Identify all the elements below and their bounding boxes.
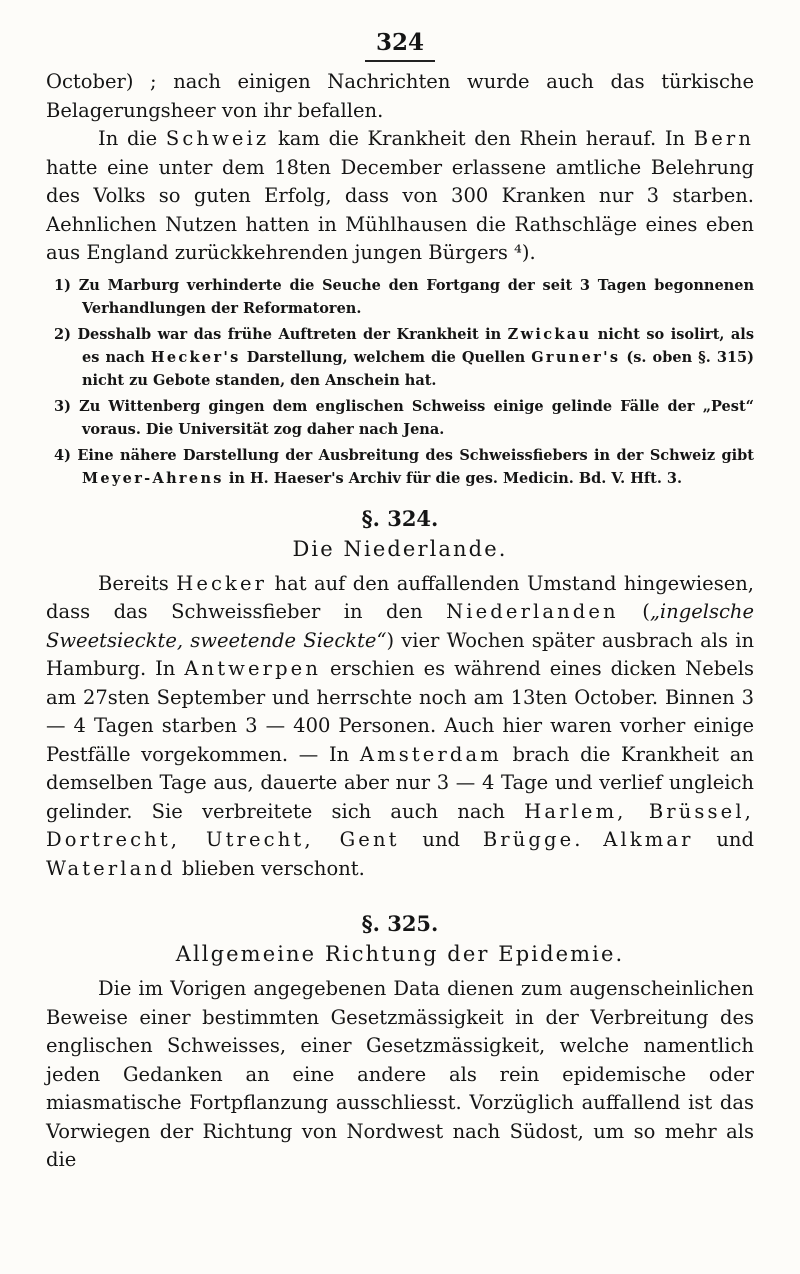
footnote-4 [46,444,754,490]
text-run: brach die Krankheit an demselben Tage aus, dauerte aber nur 3 — 4 Tage und verlief ungleich gelinder. Sie verbreitete sich auch nach [46,742,754,823]
spaced-place-name: Antwerpen [184,657,322,680]
footnote-text: nicht so isolirt, als es nach [82,325,754,366]
spaced-place-name: Waterland [46,856,176,880]
footnote-text: Desshalb war das frühe Auftreten der Krankheit in [77,325,508,343]
paragraph-text: October) ; nach einigen Nachrichten wurde auch das türkische Belagerungsheer von ihr befallen. [46,70,754,122]
footnote-marker: 2) [54,325,71,343]
footnote-3 [46,395,754,441]
italic-dutch-names: „ingelsche Sweetsieckte, sweetende Sieckte“ [46,600,754,652]
spaced-place-name: Schweiz [165,127,270,150]
section-title-epidemie: Allgemeine Richtung der Epidemie. [175,942,625,966]
spaced-author-name: Gruner's [531,348,621,366]
spaced-place-name: Amsterdam [359,742,502,766]
section-number-324: §. 324. [361,505,439,531]
spaced-author-name: Hecker's [150,348,241,366]
spaced-place-name: Niederlanden [446,600,619,623]
text-run: In die [98,127,166,150]
spaced-place-name: Harlem, Brüssel, Dortrecht, Utrecht, Gent [46,799,754,851]
paragraph-epidemie: Die im Vorigen angegebenen Data dienen zum augenscheinlichen Beweise einer bestimmten Gesetzmässigkeit in der Verbreitung des englischen Schweisses, einer Gesetzmässigkeit, welche namentlich jeden Gedanken an eine andere als rein epidemische oder miasmatische Fortpflanzung ausschliesst. Vorzüglich auffallend ist das Vorwiegen der Richtung von Nordwest nach Südost, um so mehr als die [46,977,754,1171]
text-run: hatte eine unter dem 18ten December erlassene amtliche Belehrung des Volks so guten Erfolg, dass von 300 Kranken nur 3 starben. Aehnlichen Nutzen hatten in Mühlhausen die Rathschläge eines eben aus England zurückkehrenden jungen Bürgers ⁴). [46,155,754,264]
text-run: kam die Krankheit den Rhein herauf. In [269,127,694,150]
spaced-author-name: Hecker [176,571,268,595]
footnote-text: Zu Wittenberg gingen dem englischen Schweiss einige gelinde Fälle der „Pest“ voraus. Die Universität zog daher nach Jena. [79,397,754,438]
spaced-place-name: Alkmar [603,828,694,851]
footnote-text: Darstellung, welchem die Quellen [240,348,532,366]
footnote-2 [46,323,754,392]
text-run: und [399,828,483,851]
paragraph-niederlande [46,570,754,884]
text-run: Bereits [98,571,177,595]
footnote-marker: 3) [54,397,71,415]
footnote-marker: 1) [54,276,71,294]
section-gap [46,883,754,895]
text-run: blieben verschont. [175,856,365,880]
page-number: 324 [375,29,424,56]
footnote-text: in H. Haeser's Archiv für die ges. Medicin. Bd. V. Hft. 3. [223,469,683,487]
footnote-text: Zu Marburg verhinderte die Seuche den Fortgang der seit 3 Tagen begonnenen Verhandlungen der Reformatoren. [78,276,754,317]
footnote-marker: 4) [54,446,71,464]
text-run: und [693,828,754,851]
footnote-1 [46,274,754,320]
spaced-author-name: Meyer-Ahrens [82,469,224,487]
footnote-text: Eine nähere Darstellung der Ausbreitung des Schweissfiebers in der Schweiz gibt [77,446,754,464]
paragraph-continuation [46,68,754,125]
section-number-325: §. 325. [361,911,439,936]
text-run: ) vier Wochen später ausbrach als in Hamburg. In [46,628,755,680]
section-title-niederlande: Die Niederlande. [292,536,508,561]
paragraph-schweiz [46,125,754,268]
text-run: . [574,828,604,851]
spaced-place-name: Brügge [482,828,575,851]
spaced-place-name: Bern [693,127,754,150]
text-run: erschien es während eines dicken Nebels am 27sten September und herrschte noch am 13ten October. Binnen 3 — 4 Tagen starben 3 — 400 Personen. Auch hier waren vorher einige Pestfälle vorgekommen. — In [46,657,755,766]
spaced-place-name: Zwickau [507,325,592,343]
footnote-text: (s. oben §. 315) nicht zu Gebote standen, den Anschein hat. [82,348,754,389]
text-run: ( [618,600,650,623]
page-number-rule [365,60,435,62]
text-run: hat auf den auffallenden Umstand hingewiesen, dass das Schweissfieber in den [46,571,754,623]
footnotes [46,274,754,490]
